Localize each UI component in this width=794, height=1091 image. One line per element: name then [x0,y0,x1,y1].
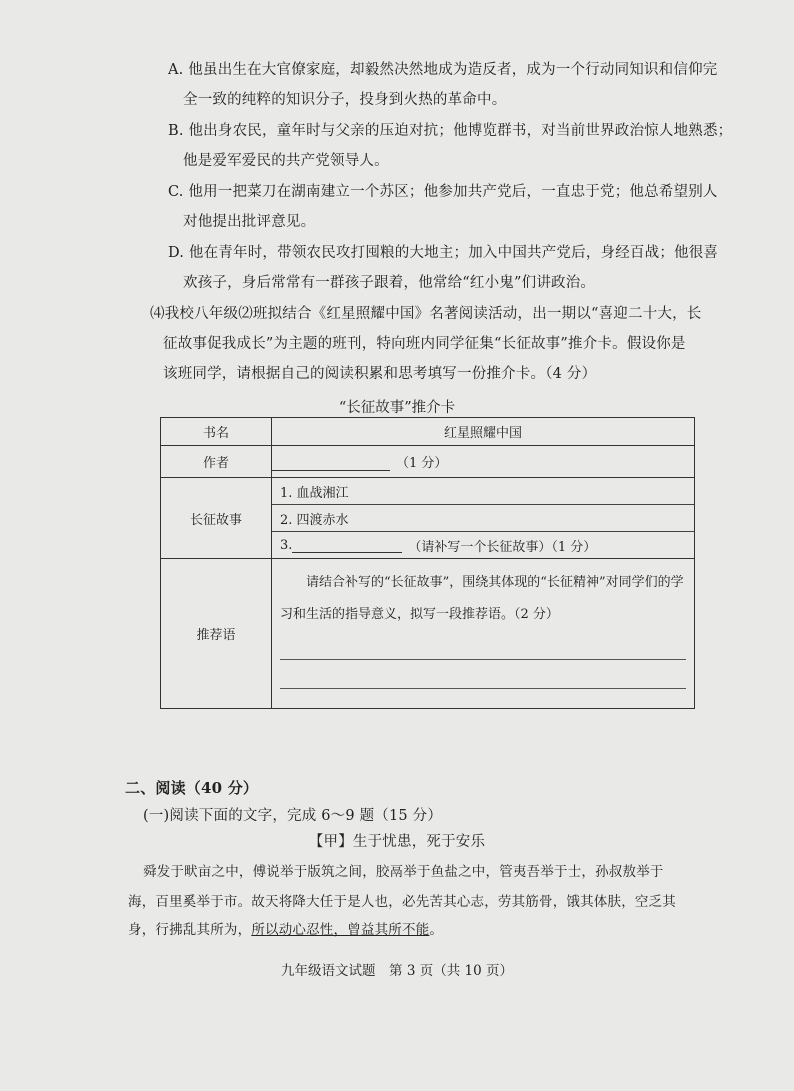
passage-line3-plain: 身，行拂乱其所为， [128,922,252,938]
option-c-line2: 对他提出批评意见。 [183,214,316,230]
option-d-line2: 欢孩子，身后常常有一群孩子跟着，他常给“红小鬼”们讲政治。 [183,275,596,291]
option-c-line1: C. 他用一把菜刀在湖南建立一个苏区；他参加共产党后，一直忠于党；他总希望别人 [168,184,718,200]
option-b-line2: 他是爱军爱民的共产党领导人。 [183,153,389,169]
book-value: 红星照耀中国 [272,418,695,446]
story-item-3 [272,532,694,558]
rec-answer-line-2[interactable] [280,660,686,689]
passage-line-1: 舜发于畎亩之中，傅说举于版筑之间，胶鬲举于鱼盐之中，管夷吾举于士，孙叔敖举于 [143,864,664,880]
recommendation-card [160,417,695,709]
passage-underlined-phrase: 所以动心忍性，曾益其所不能 [251,922,430,938]
author-blank[interactable] [272,456,390,471]
rec-answer-line-1[interactable] [280,631,686,660]
book-label: 书名 [161,418,272,446]
question4-line3: 该班同学，请根据自己的阅读积累和思考填写一份推介卡。（4 分） [163,366,597,382]
passage-line3-end: 。 [429,922,444,938]
story3-prefix: 3. [280,537,293,553]
story3-hint: （请补写一个长征故事）（1 分） [408,539,597,555]
story-item-2: 2. 四渡赤水 [272,505,694,532]
section-subheading: (一)阅读下面的文字，完成 6～9 题（15 分） [143,808,443,824]
author-points: （1 分） [396,456,448,471]
rec-prompt: 请结合补写的“长征故事”，围绕其体现的“长征精神”对同学们的学习和生活的指导意义，拟写一段推荐语。（2 分） [280,575,684,622]
rec-cell [272,559,695,709]
passage-title: 【甲】生于忧患，死于安乐 [308,834,486,850]
story-item-1: 1. 血战湘江 [272,478,694,505]
author-cell [272,446,695,478]
option-d-line1: D. 他在青年时，带领农民攻打囤粮的大地主；加入中国共产党后，身经百战；他很喜 [168,245,719,261]
story3-blank[interactable] [292,538,402,553]
option-a-line1: A. 他虽出生在大官僚家庭，却毅然决然地成为造反者，成为一个行动同知识和信仰完 [168,62,718,78]
question4-line2: 征故事促我成长”为主题的班刊，特向班内同学征集“长征故事”推介卡。假设你是 [163,336,686,352]
author-label: 作者 [161,446,272,478]
page-footer: 九年级语文试题 第 3 页（共 10 页） [281,963,513,979]
story-cell [272,478,695,559]
section-heading: 二、阅读（40 分） [125,779,259,797]
passage-line-3 [128,920,443,940]
option-a-line2: 全一致的纯粹的知识分子，投身到火热的革命中。 [183,92,507,108]
card-title: “长征故事”推介卡 [338,400,456,416]
story-label: 长征故事 [161,478,272,559]
question4-line1: ⑷我校八年级⑵班拟结合《红星照耀中国》名著阅读活动，出一期以“喜迎二十大，长 [150,306,702,322]
rec-label: 推荐语 [161,559,272,709]
passage-line-2: 海，百里奚举于市。故天将降大任于是人也，必先苦其心志，劳其筋骨，饿其体肤，空乏其 [128,894,676,910]
option-b-line1: B. 他出身农民，童年时与父亲的压迫对抗；他博览群书，对当前世界政治惊人地熟悉； [168,123,733,139]
